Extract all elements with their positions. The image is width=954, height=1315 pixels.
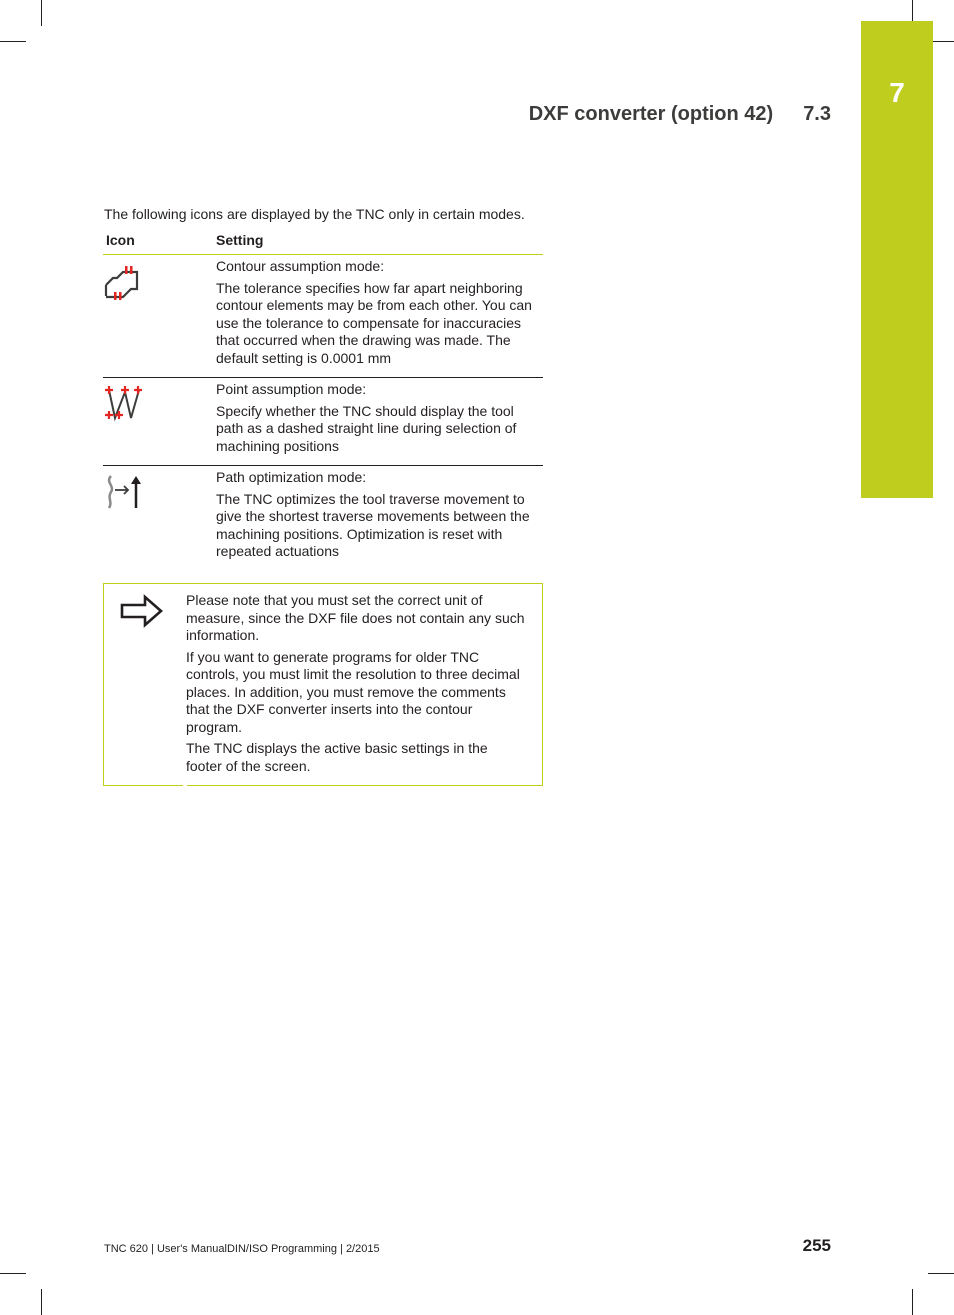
setting-title: Path optimization mode: <box>216 469 367 485</box>
section-number: 7.3 <box>803 103 831 125</box>
setting-title: Point assumption mode: <box>216 381 367 397</box>
setting-title: Contour assumption mode: <box>216 258 385 274</box>
icon-settings-table <box>103 230 543 571</box>
contour-assumption-icon <box>103 261 143 301</box>
setting-description: The TNC optimizes the tool traverse movement to give the shortest traverse movements between the machining positions. Optimization is reset with repeated actuations <box>216 490 530 559</box>
table-row <box>103 378 543 466</box>
table-row <box>103 466 543 571</box>
note-divider-notch <box>183 783 187 787</box>
chapter-number: 7 <box>889 77 905 108</box>
crop-mark <box>41 0 42 26</box>
table-row <box>103 255 543 378</box>
footer-text: TNC 620 | User's ManualDIN/ISO Programming | 2/2015 <box>104 1243 380 1255</box>
section-title: DXF converter (option 42) <box>528 103 774 125</box>
point-assumption-icon <box>103 384 143 424</box>
note-text <box>186 592 526 779</box>
crop-mark <box>0 1273 26 1274</box>
note-box <box>103 583 543 786</box>
arrow-right-icon <box>120 594 164 628</box>
page-number: 255 <box>802 1236 831 1255</box>
crop-mark <box>928 1273 954 1274</box>
note-paragraph: If you want to generate programs for older TNC controls, you must limit the resolution to three decimal places. In addition, you must remove the comments that the DXF converter inserts into the contour program. <box>186 648 520 735</box>
chapter-tab <box>861 21 933 498</box>
note-paragraph: Please note that you must set the correct unit of measure, since the DXF file does not contain any such information. <box>186 592 525 643</box>
crop-mark <box>41 1289 42 1315</box>
crop-mark <box>912 1289 913 1315</box>
crop-mark <box>0 41 26 42</box>
path-optimization-icon <box>103 472 143 512</box>
running-head <box>450 103 831 126</box>
note-paragraph: The TNC displays the active basic settings in the footer of the screen. <box>186 740 488 774</box>
intro-text: The following icons are displayed by the TNC only in certain modes. <box>104 206 525 222</box>
setting-description: Specify whether the TNC should display the tool path as a dashed straight line during selection of machining positions <box>216 402 517 454</box>
setting-description: The tolerance specifies how far apart neighboring contour elements may be from each other. You can use the tolerance to compensate for inaccuracies that occurred when the drawing was made. The default setting is 0.0001 mm <box>216 279 532 366</box>
column-header-icon: Icon <box>103 230 216 255</box>
column-header-setting: Setting <box>216 230 543 255</box>
